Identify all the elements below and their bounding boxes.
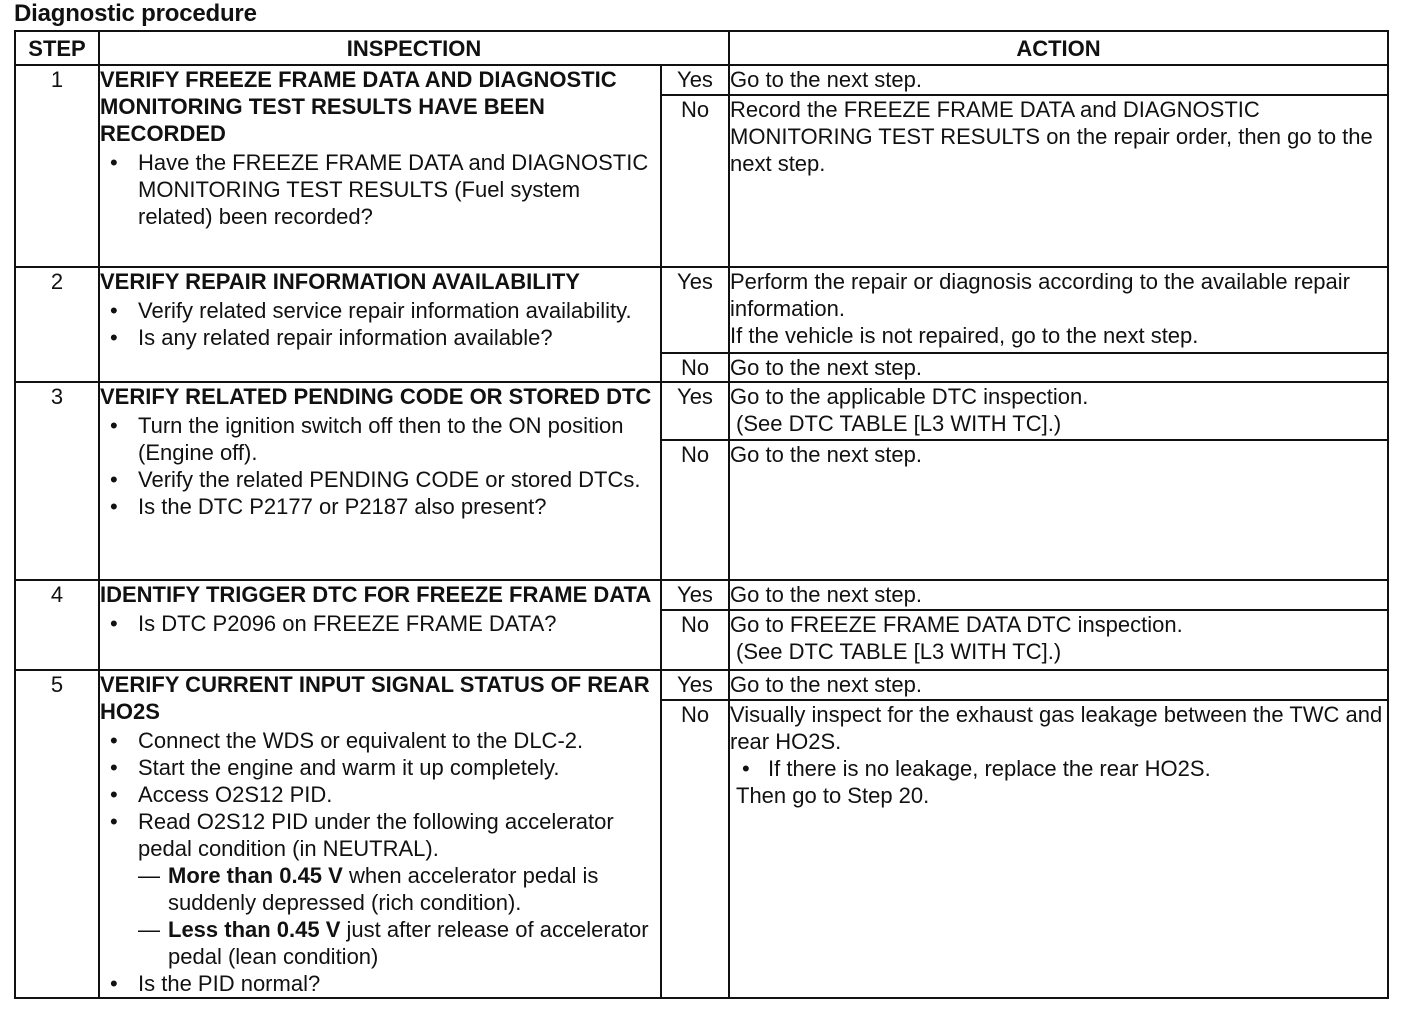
inspection-cell (99, 65, 661, 267)
no-action (729, 700, 1388, 998)
no-label: No (661, 440, 729, 580)
inspection-bullet: • Is the PID normal? (100, 970, 660, 997)
no-action: Record the FREEZE FRAME DATA and DIAGNOSTIC MONITORING TEST RESULTS on the repair order, then go to the next step. (729, 95, 1388, 267)
inspection-heading: IDENTIFY TRIGGER DTC FOR FREEZE FRAME DATA (100, 582, 652, 607)
yes-action-line: (See DTC TABLE [L3 WITH TC].) (736, 411, 1062, 436)
yes-action: Go to the next step. (729, 65, 1388, 95)
yes-action-line: Perform the repair or diagnosis according to the available repair information. (730, 269, 1350, 321)
no-action-bullet: • If there is no leakage, replace the rear HO2S. (730, 755, 1387, 782)
no-action-line: Then go to Step 20. (736, 783, 930, 808)
table-header-row (15, 31, 1388, 65)
yes-label: Yes (661, 670, 729, 700)
inspection-bullet: • Connect the WDS or equivalent to the DLC-2. (100, 727, 660, 754)
yes-action: Go to the next step. (729, 580, 1388, 610)
page-title: Diagnostic procedure (14, 0, 257, 27)
no-label: No (661, 610, 729, 670)
inspection-cell (99, 267, 661, 382)
inspection-bullet: • Read O2S12 PID under the following accelerator pedal condition (in NEUTRAL). (100, 808, 660, 862)
inspection-cell (99, 670, 661, 998)
no-action-line: (See DTC TABLE [L3 WITH TC].) (736, 639, 1062, 664)
inspection-bullets (100, 970, 660, 997)
no-action: Go to the next step. (729, 440, 1388, 580)
inspection-heading: VERIFY REPAIR INFORMATION AVAILABILITY (100, 269, 580, 294)
condition-item (138, 862, 660, 916)
table-row (15, 382, 1388, 440)
step-number: 4 (15, 580, 99, 670)
header-action: ACTION (729, 31, 1388, 65)
no-label: No (661, 353, 729, 382)
inspection-bullet: • Start the engine and warm it up completely. (100, 754, 660, 781)
no-action (729, 610, 1388, 670)
header-inspection: INSPECTION (99, 31, 729, 65)
inspection-heading: VERIFY RELATED PENDING CODE OR STORED DTC (100, 384, 652, 409)
step-number: 5 (15, 670, 99, 998)
condition-value: Less than 0.45 V (168, 917, 341, 942)
yes-action (729, 382, 1388, 440)
inspection-bullets (100, 412, 660, 520)
step-number: 2 (15, 267, 99, 382)
inspection-bullet: • Have the FREEZE FRAME DATA and DIAGNOSTIC MONITORING TEST RESULTS (Fuel system related) been recorded? (100, 149, 660, 230)
table-row (15, 267, 1388, 353)
no-action-line: Visually inspect for the exhaust gas leakage between the TWC and rear HO2S. (730, 702, 1383, 754)
condition-value: More than 0.45 V (168, 863, 343, 888)
condition-text: when accelerator pedal is suddenly depressed (rich condition). (168, 863, 599, 915)
inspection-bullets (100, 610, 660, 637)
table-row (15, 670, 1388, 700)
inspection-heading: VERIFY FREEZE FRAME DATA AND DIAGNOSTIC MONITORING TEST RESULTS HAVE BEEN RECORDED (100, 67, 617, 146)
inspection-bullet: • Is DTC P2096 on FREEZE FRAME DATA? (100, 610, 660, 637)
yes-action: Go to the next step. (729, 670, 1388, 700)
no-label: No (661, 95, 729, 267)
no-action-line: Go to FREEZE FRAME DATA DTC inspection. (730, 612, 1183, 637)
header-step: STEP (15, 31, 99, 65)
inspection-bullet: • Is any related repair information available? (100, 324, 660, 351)
inspection-cell (99, 580, 661, 670)
yes-action-line: Go to the applicable DTC inspection. (730, 384, 1089, 409)
yes-label: Yes (661, 580, 729, 610)
no-action: Go to the next step. (729, 353, 1388, 382)
condition-list (100, 862, 660, 970)
inspection-bullet: • Turn the ignition switch off then to the ON position (Engine off). (100, 412, 660, 466)
condition-item (138, 916, 660, 970)
inspection-bullets (100, 149, 660, 230)
step-number: 1 (15, 65, 99, 267)
yes-action (729, 267, 1388, 353)
dash-marker: — (138, 917, 160, 942)
condition-text: just after release of accelerator pedal (lean condition) (168, 917, 649, 969)
step-number: 3 (15, 382, 99, 580)
dash-marker: — (138, 863, 160, 888)
inspection-bullet: • Access O2S12 PID. (100, 781, 660, 808)
yes-action-line: If the vehicle is not repaired, go to the next step. (730, 323, 1199, 348)
inspection-bullets (100, 727, 660, 862)
inspection-bullet: • Is the DTC P2177 or P2187 also present? (100, 493, 660, 520)
inspection-bullets (100, 297, 660, 351)
table-row (15, 580, 1388, 610)
yes-label: Yes (661, 382, 729, 440)
inspection-heading: VERIFY CURRENT INPUT SIGNAL STATUS OF REAR HO2S (100, 672, 650, 724)
table-row (15, 65, 1388, 95)
no-label: No (661, 700, 729, 998)
inspection-bullet: • Verify related service repair information availability. (100, 297, 660, 324)
inspection-bullet: • Verify the related PENDING CODE or stored DTCs. (100, 466, 660, 493)
inspection-cell (99, 382, 661, 580)
yes-label: Yes (661, 65, 729, 95)
diagnostic-procedure-table (14, 30, 1389, 999)
yes-label: Yes (661, 267, 729, 353)
